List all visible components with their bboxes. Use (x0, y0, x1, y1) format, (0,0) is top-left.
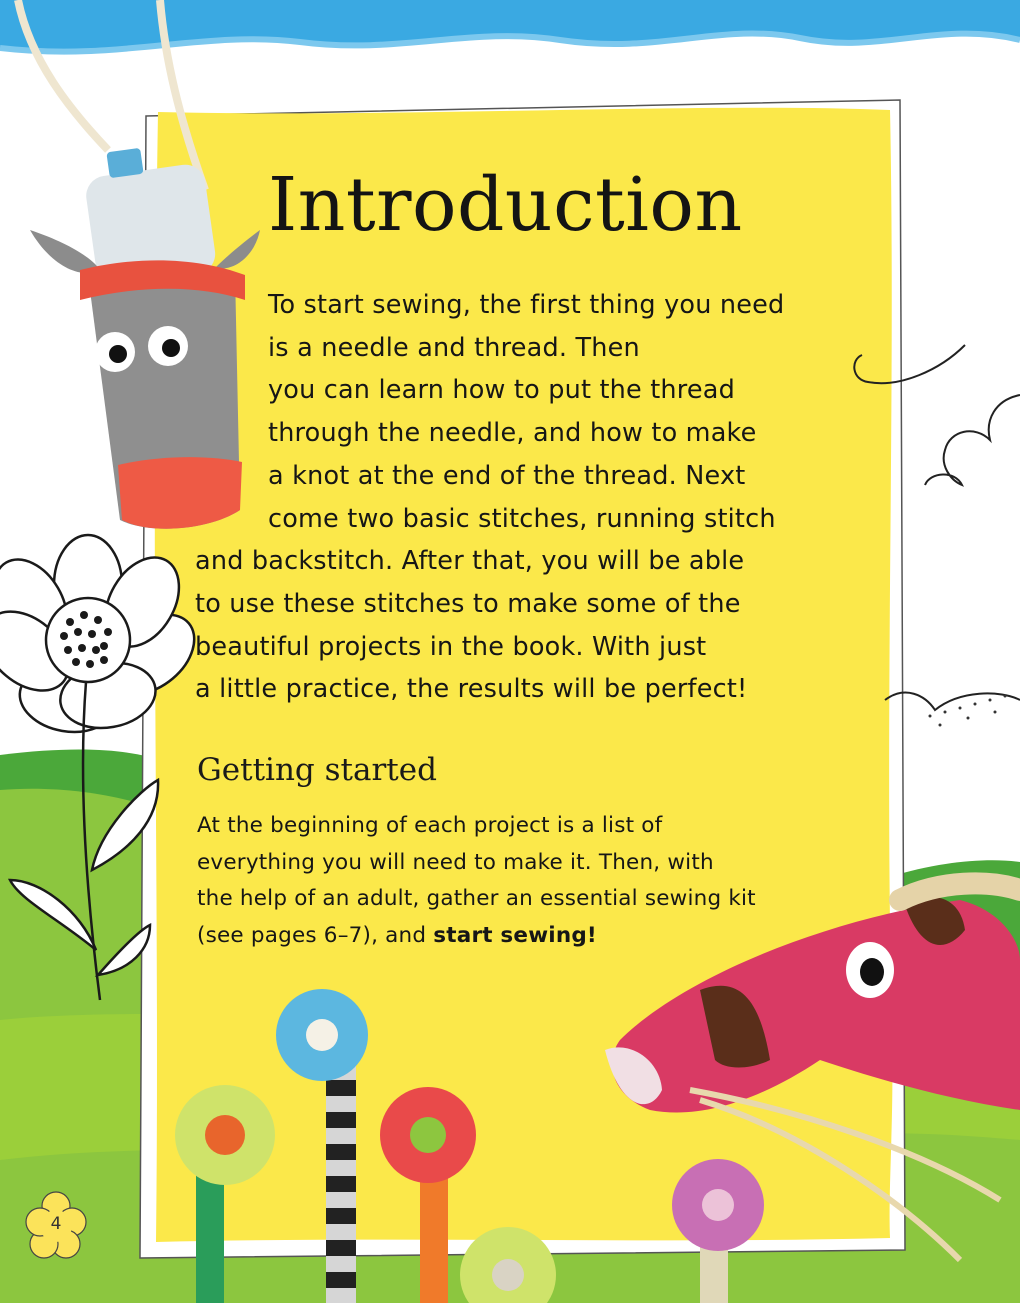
section-line: everything you will need to make it. Then, with (197, 849, 714, 875)
dot-stitches (929, 695, 1007, 727)
start-sewing-emphasis: start sewing! (433, 922, 597, 948)
section-line: At the beginning of each project is a list of (197, 813, 663, 838)
intro-line: to use these stitches to make some of the (195, 588, 741, 619)
intro-line: a knot at the end of the thread. Next (268, 460, 746, 491)
intro-line: come two basic stitches, running stitch (268, 503, 776, 534)
section-last-line-text: (see pages 6–7), and (197, 922, 434, 948)
intro-line: and backstitch. After that, you will be able (195, 546, 745, 577)
cloud-drawing (885, 395, 1020, 710)
page-number: 4 (50, 1214, 62, 1234)
intro-line: a little practice, the results will be perfect! (195, 674, 748, 705)
intro-line: you can learn how to put the thread (268, 375, 735, 406)
intro-line: through the needle, and how to make (268, 418, 757, 449)
intro-line: To start sewing, the first thing you need (268, 290, 785, 320)
section-line: the help of an adult, gather an essential sewing kit (197, 886, 756, 911)
intro-line: is a needle and thread. Then (268, 332, 640, 363)
intro-line: beautiful projects in the book. With just (195, 631, 707, 662)
section-heading: Getting started (197, 752, 437, 788)
page-title: Introduction (268, 162, 743, 248)
bottle-donkey-craft (18, 0, 260, 529)
